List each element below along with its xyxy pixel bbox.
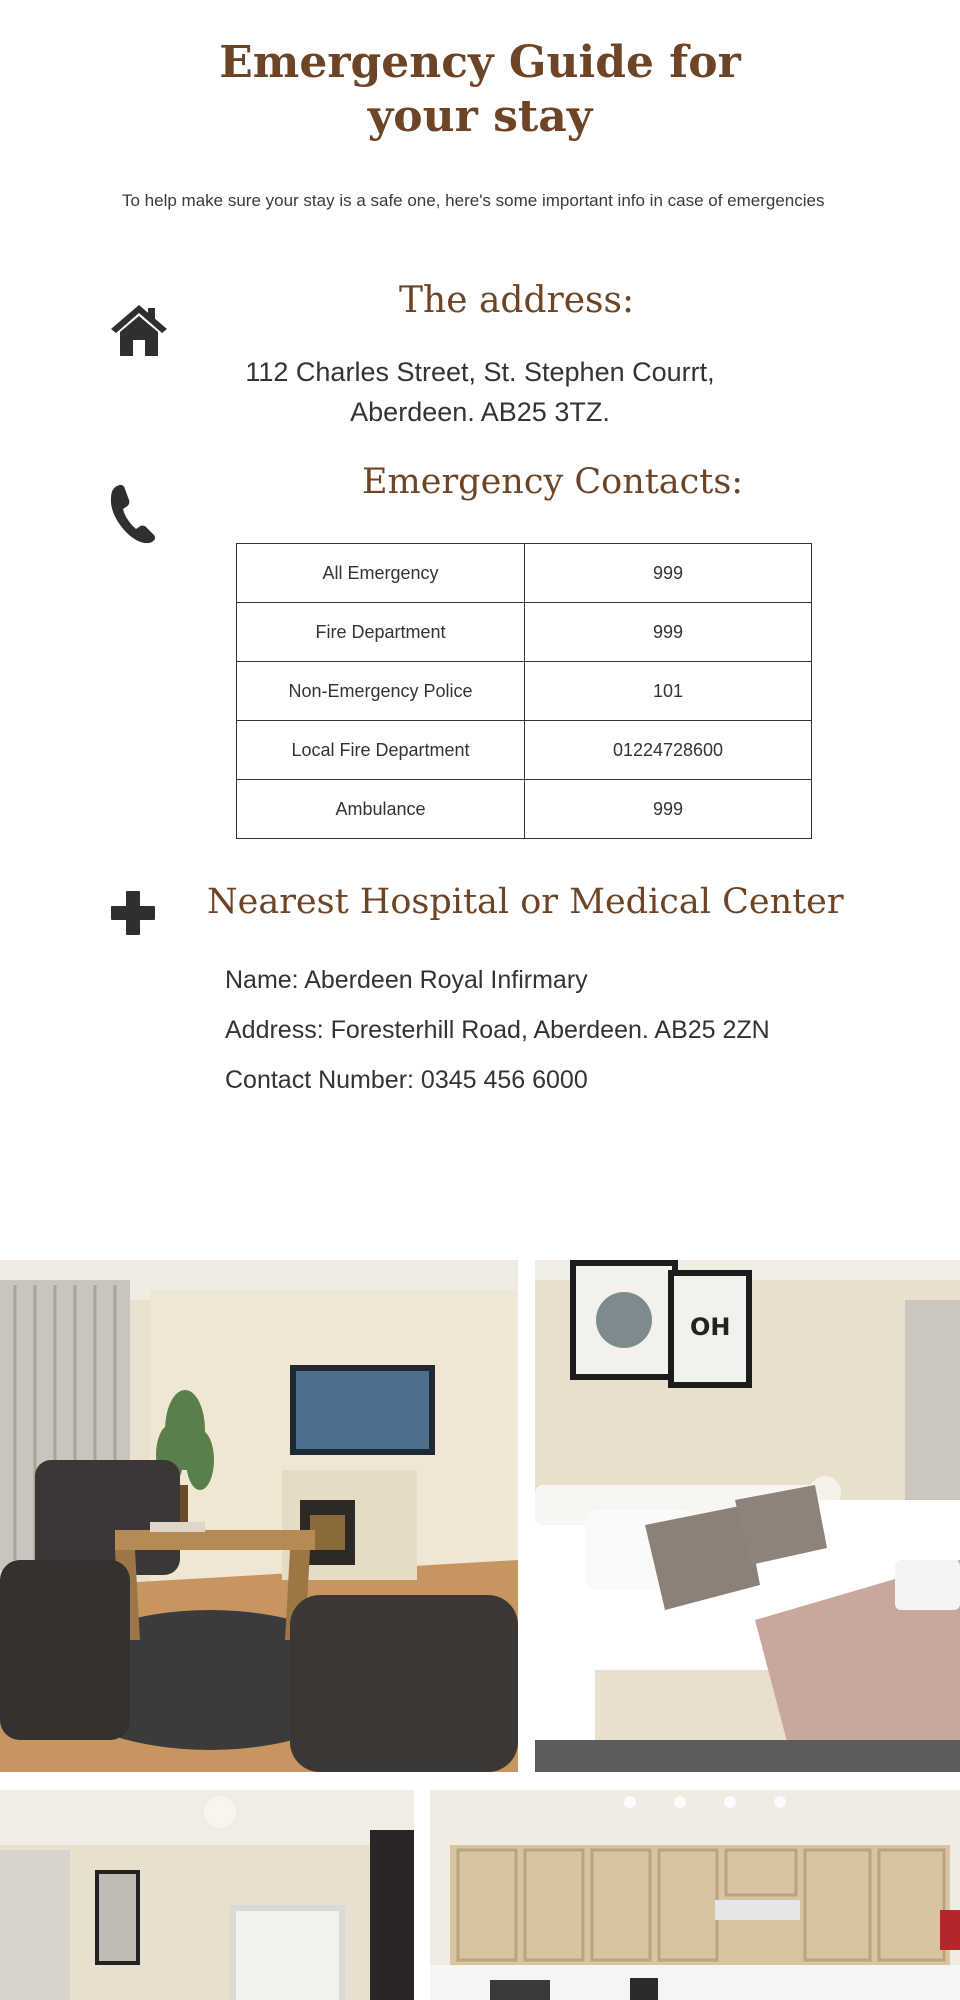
- hospital-name: Name: Aberdeen Royal Infirmary: [225, 966, 588, 994]
- address-text: [0, 352, 960, 432]
- table-row: [237, 662, 812, 721]
- table-row: [237, 721, 812, 780]
- contact-number: 999: [525, 780, 812, 839]
- hospital-contact-number: Contact Number: 0345 456 6000: [225, 1066, 588, 1094]
- contact-name: Non-Emergency Police: [237, 662, 525, 721]
- hospital-address: Address: Foresterhill Road, Aberdeen. AB25 2ZN: [225, 1016, 770, 1044]
- svg-text:OH: OH: [690, 1313, 731, 1341]
- kitchen-photo: [430, 1790, 960, 2000]
- contact-number: 999: [525, 544, 812, 603]
- contact-number: 101: [525, 662, 812, 721]
- table-row: [237, 603, 812, 662]
- contact-name: Ambulance: [237, 780, 525, 839]
- page-title: [0, 36, 960, 144]
- bedroom-photo: [535, 1260, 960, 1772]
- address-line-1: 112 Charles Street, St. Stephen Courrt,: [245, 357, 715, 387]
- living-room-photo: [0, 1260, 518, 1772]
- contact-number: 01224728600: [525, 721, 812, 780]
- contact-name: Fire Department: [237, 603, 525, 662]
- title-line-1: Emergency Guide for: [219, 37, 741, 88]
- intro-text: To help make sure your stay is a safe one, here's some important info in case of emergencies: [122, 191, 825, 210]
- hallway-photo: [0, 1790, 414, 2000]
- contact-name: All Emergency: [237, 544, 525, 603]
- medical-cross-icon: [110, 890, 156, 936]
- address-heading: The address:: [399, 280, 635, 321]
- hospital-details: [225, 958, 770, 1108]
- title-line-2: your stay: [367, 91, 593, 142]
- table-row: [237, 780, 812, 839]
- emergency-contacts-table: [236, 543, 812, 839]
- contact-name: Local Fire Department: [237, 721, 525, 780]
- table-row: [237, 544, 812, 603]
- phone-icon: [108, 482, 158, 544]
- home-icon: [110, 302, 168, 358]
- address-line-2: Aberdeen. AB25 3TZ.: [350, 397, 610, 427]
- contacts-heading: Emergency Contacts:: [362, 462, 744, 502]
- hospital-heading: Nearest Hospital or Medical Center: [207, 882, 844, 922]
- contact-number: 999: [525, 603, 812, 662]
